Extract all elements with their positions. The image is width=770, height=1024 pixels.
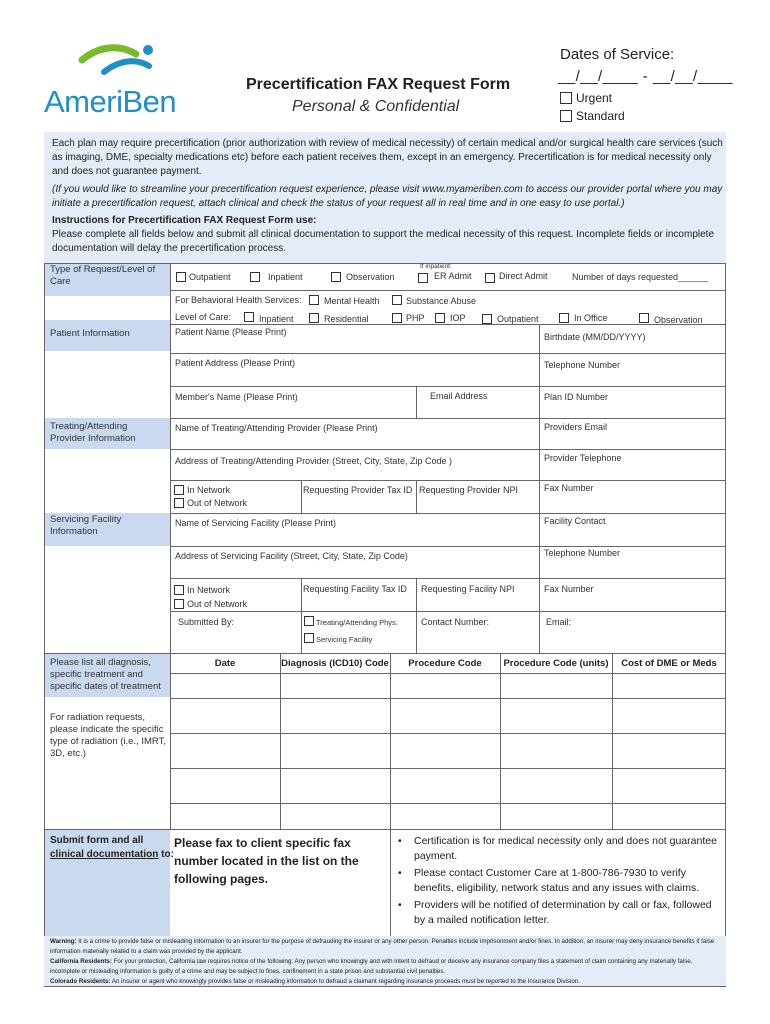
loc-inpatient-checkbox[interactable] bbox=[244, 312, 254, 322]
submit-label-suffix: to: bbox=[158, 849, 174, 860]
er-admit-label: ER Admit bbox=[434, 271, 472, 281]
ca-text: For your protection, California law requires notice of the following: Any person who knowingly and with intent to defraud or deceive any insurance company files a statement of claim containing any materially false, incomplete or misleading information is guilty of a crime and may be subject to fines, confinement in a state prison and substantial civil penalties. bbox=[50, 958, 693, 975]
loc-inpatient-label: Inpatient bbox=[259, 314, 294, 324]
provider-telephone-field[interactable]: Provider Telephone bbox=[544, 453, 622, 463]
treating-phys-label: Treating/Attending Phys. bbox=[316, 618, 398, 627]
instructions-title: Instructions for Precertification FAX Request Form use: bbox=[52, 215, 317, 226]
patient-address-field[interactable]: Patient Address (Please Print) bbox=[175, 358, 296, 368]
inpatient-checkbox[interactable] bbox=[250, 272, 260, 282]
provider-email-field[interactable]: Providers Email bbox=[544, 422, 608, 432]
patient-info-label: Patient Information bbox=[50, 328, 130, 339]
observation-checkbox[interactable] bbox=[331, 272, 341, 282]
col-date: Date bbox=[214, 658, 236, 669]
observation-label: Observation bbox=[346, 272, 395, 282]
er-admit-checkbox[interactable] bbox=[418, 273, 428, 283]
submit-label-underlined: clinical documentation bbox=[50, 849, 159, 860]
col-diagnosis-code: Diagnosis (ICD10) Code bbox=[281, 658, 389, 669]
mental-health-label: Mental Health bbox=[324, 296, 380, 306]
intro-text bbox=[52, 137, 724, 256]
php-label: PHP bbox=[406, 313, 425, 323]
standard-checkbox[interactable] bbox=[560, 110, 572, 122]
co-label: Colorado Residents: bbox=[50, 978, 111, 985]
loc-outpatient-checkbox[interactable] bbox=[482, 314, 492, 324]
portal-note: (If you would like to streamline your precertification request experience, please visit www.myameriben.com to access our provider portal where you may initiate a precertification request, attach clinical and check the status of your request all in real time and in one easy to use portal.) bbox=[52, 184, 723, 209]
facility-in-network-label: In Network bbox=[187, 585, 231, 595]
bullet-item: • Providers will be notified of determination by call or fax, followed by a mailed notification letter. bbox=[398, 899, 712, 926]
plan-id-field[interactable]: Plan ID Number bbox=[544, 392, 609, 402]
in-office-label: In Office bbox=[574, 313, 608, 323]
logo-text: AmeriBen bbox=[44, 84, 177, 119]
col-cost: Cost of DME or Meds bbox=[621, 658, 717, 669]
iop-label: IOP bbox=[450, 313, 466, 323]
bullet-item: • Certification is for medical necessity only and does not guarantee payment. bbox=[398, 835, 717, 862]
provider-tax-id-field[interactable]: Requesting Provider Tax ID bbox=[303, 485, 413, 495]
fax-instruction: Please fax to client specific fax number located in the list on the following pages. bbox=[174, 836, 359, 886]
warning-text: It is a crime to provide false or misleading information to an insurer for the purpose of defrauding the insurer or any other person. Penalties include imprisonment and/or fines. In addition, an insurer may deny insurance benefits if false information materially related to a claim was provided by the applicant. bbox=[50, 938, 715, 955]
facility-telephone-field[interactable]: Telephone Number bbox=[544, 548, 621, 558]
provider-out-network-label: Out of Network bbox=[187, 498, 248, 508]
col-procedure-code: Procedure Code bbox=[408, 658, 482, 669]
provider-address-field[interactable]: Address of Treating/Attending Provider (Street, City, State, Zip Code ) bbox=[175, 456, 452, 466]
outpatient-checkbox[interactable] bbox=[176, 272, 186, 282]
patient-name-field[interactable]: Patient Name (Please Print) bbox=[175, 327, 287, 337]
ameriben-logo bbox=[44, 38, 194, 118]
bullet-item: • Please contact Customer Care at 1-800-786-7930 to verify benefits, eligibility, network status and any issues with claims. bbox=[398, 867, 700, 894]
provider-in-network-label: In Network bbox=[187, 485, 231, 495]
intro-paragraph: Each plan may require precertification (prior authorization with review of medical necessity) of certain medical and/or surgical health care services (such as imaging, DME, specialty medications etc) before each patient receives them, except in an emergency. Precertification is for medical necessity only and does not guarantee payment. bbox=[52, 138, 723, 177]
provider-fax-field[interactable]: Fax Number bbox=[544, 483, 594, 493]
facility-out-network-checkbox[interactable] bbox=[174, 599, 184, 609]
if-inpatient-label: If inpatient: bbox=[420, 263, 452, 270]
form-subtitle: Personal & Confidential bbox=[292, 98, 460, 115]
provider-name-field[interactable]: Name of Treating/Attending Provider (Please Print) bbox=[175, 423, 378, 433]
provider-out-network-checkbox[interactable] bbox=[174, 498, 184, 508]
provider-npi-field[interactable]: Requesting Provider NPI bbox=[419, 485, 519, 495]
residential-checkbox[interactable] bbox=[309, 313, 319, 323]
direct-admit-checkbox[interactable] bbox=[485, 273, 495, 283]
facility-out-network-label: Out of Network bbox=[187, 599, 248, 609]
urgent-checkbox[interactable] bbox=[560, 92, 572, 104]
submitted-by-label: Submitted By: bbox=[178, 617, 235, 627]
facility-in-network-checkbox[interactable] bbox=[174, 585, 184, 595]
loc-observation-checkbox[interactable] bbox=[639, 313, 649, 323]
facility-contact-field[interactable]: Facility Contact bbox=[544, 516, 606, 526]
instructions-text: Please complete all fields below and submit all clinical documentation to support the medical necessity of this request. Incomplete fields or incomplete documentation will delay the precertification process. bbox=[52, 229, 715, 254]
facility-name-field[interactable]: Name of Servicing Facility (Please Print) bbox=[175, 518, 337, 528]
facility-fax-field[interactable]: Fax Number bbox=[544, 584, 594, 594]
servicing-facility-label: Servicing Facility bbox=[316, 635, 373, 644]
php-checkbox[interactable] bbox=[392, 313, 402, 323]
treating-phys-checkbox[interactable] bbox=[304, 616, 314, 626]
facility-tax-id-field[interactable]: Requesting Facility Tax ID bbox=[303, 584, 407, 594]
in-office-checkbox[interactable] bbox=[559, 313, 569, 323]
dates-of-service-field[interactable]: __/__/____ - __/__/____ bbox=[558, 68, 733, 85]
radiation-note: For radiation requests, please indicate the specific type of radiation (i.e., IMRT, 3D, etc.) bbox=[50, 712, 166, 759]
facility-info-label: Servicing Facility Information bbox=[50, 514, 122, 537]
co-text: An insurer or agent who knowingly provides false or misleading information to defraud a claimant regarding insurance proceeds must be reported to the Insurance Division. bbox=[110, 978, 580, 985]
col-procedure-units: Procedure Code (units) bbox=[503, 658, 609, 669]
ca-label: California Residents: bbox=[50, 958, 112, 965]
facility-npi-field[interactable]: Requesting Facility NPI bbox=[421, 584, 515, 594]
diagnosis-label: Please list all diagnosis, specific treatment and specific dates of treatment bbox=[50, 657, 161, 692]
num-days-field[interactable]: Number of days requested______ bbox=[572, 272, 709, 282]
dates-of-service-label: Dates of Service: bbox=[560, 46, 675, 63]
inpatient-label: Inpatient bbox=[268, 272, 303, 282]
substance-abuse-checkbox[interactable] bbox=[392, 295, 402, 305]
request-type-label: Type of Request/Level of Care bbox=[50, 264, 156, 287]
legal-text bbox=[50, 937, 722, 987]
loc-observation-label: Observation bbox=[654, 315, 703, 325]
submitter-email-field[interactable]: Email: bbox=[546, 617, 572, 627]
patient-telephone-field[interactable]: Telephone Number bbox=[544, 360, 621, 370]
bh-services-label: For Behavioral Health Services: bbox=[175, 295, 302, 305]
logo-mark-icon bbox=[44, 38, 194, 88]
submit-label-line1: Submit form and all bbox=[50, 835, 144, 846]
urgent-option[interactable] bbox=[560, 90, 612, 105]
residential-label: Residential bbox=[324, 314, 369, 324]
substance-abuse-label: Substance Abuse bbox=[406, 296, 477, 306]
level-of-care-label: Level of Care: bbox=[175, 312, 232, 322]
provider-in-network-checkbox[interactable] bbox=[174, 485, 184, 495]
form-title: Precertification FAX Request Form bbox=[246, 76, 511, 93]
outpatient-label: Outpatient bbox=[189, 272, 231, 282]
standard-option[interactable] bbox=[560, 108, 625, 123]
contact-number-field[interactable]: Contact Number: bbox=[421, 617, 490, 627]
mental-health-checkbox[interactable] bbox=[309, 295, 319, 305]
member-name-field[interactable]: Member's Name (Please Print) bbox=[175, 392, 298, 402]
standard-label: Standard bbox=[576, 108, 625, 123]
warning-label: Warning: bbox=[50, 938, 77, 945]
direct-admit-label: Direct Admit bbox=[499, 271, 548, 281]
submit-label-line2 bbox=[50, 848, 174, 862]
loc-outpatient-label: Outpatient bbox=[497, 314, 539, 324]
patient-email-field[interactable]: Email Address bbox=[430, 391, 488, 401]
servicing-facility-checkbox[interactable] bbox=[304, 633, 314, 643]
birthdate-field[interactable]: Birthdate (MM/DD/YYYY) bbox=[544, 332, 646, 342]
urgent-label: Urgent bbox=[576, 90, 613, 105]
provider-info-label: Treating/Attending Provider Information bbox=[50, 421, 136, 444]
iop-checkbox[interactable] bbox=[435, 313, 445, 323]
submit-label bbox=[50, 834, 174, 862]
facility-address-field[interactable]: Address of Servicing Facility (Street, City, State, Zip Code) bbox=[175, 551, 408, 561]
